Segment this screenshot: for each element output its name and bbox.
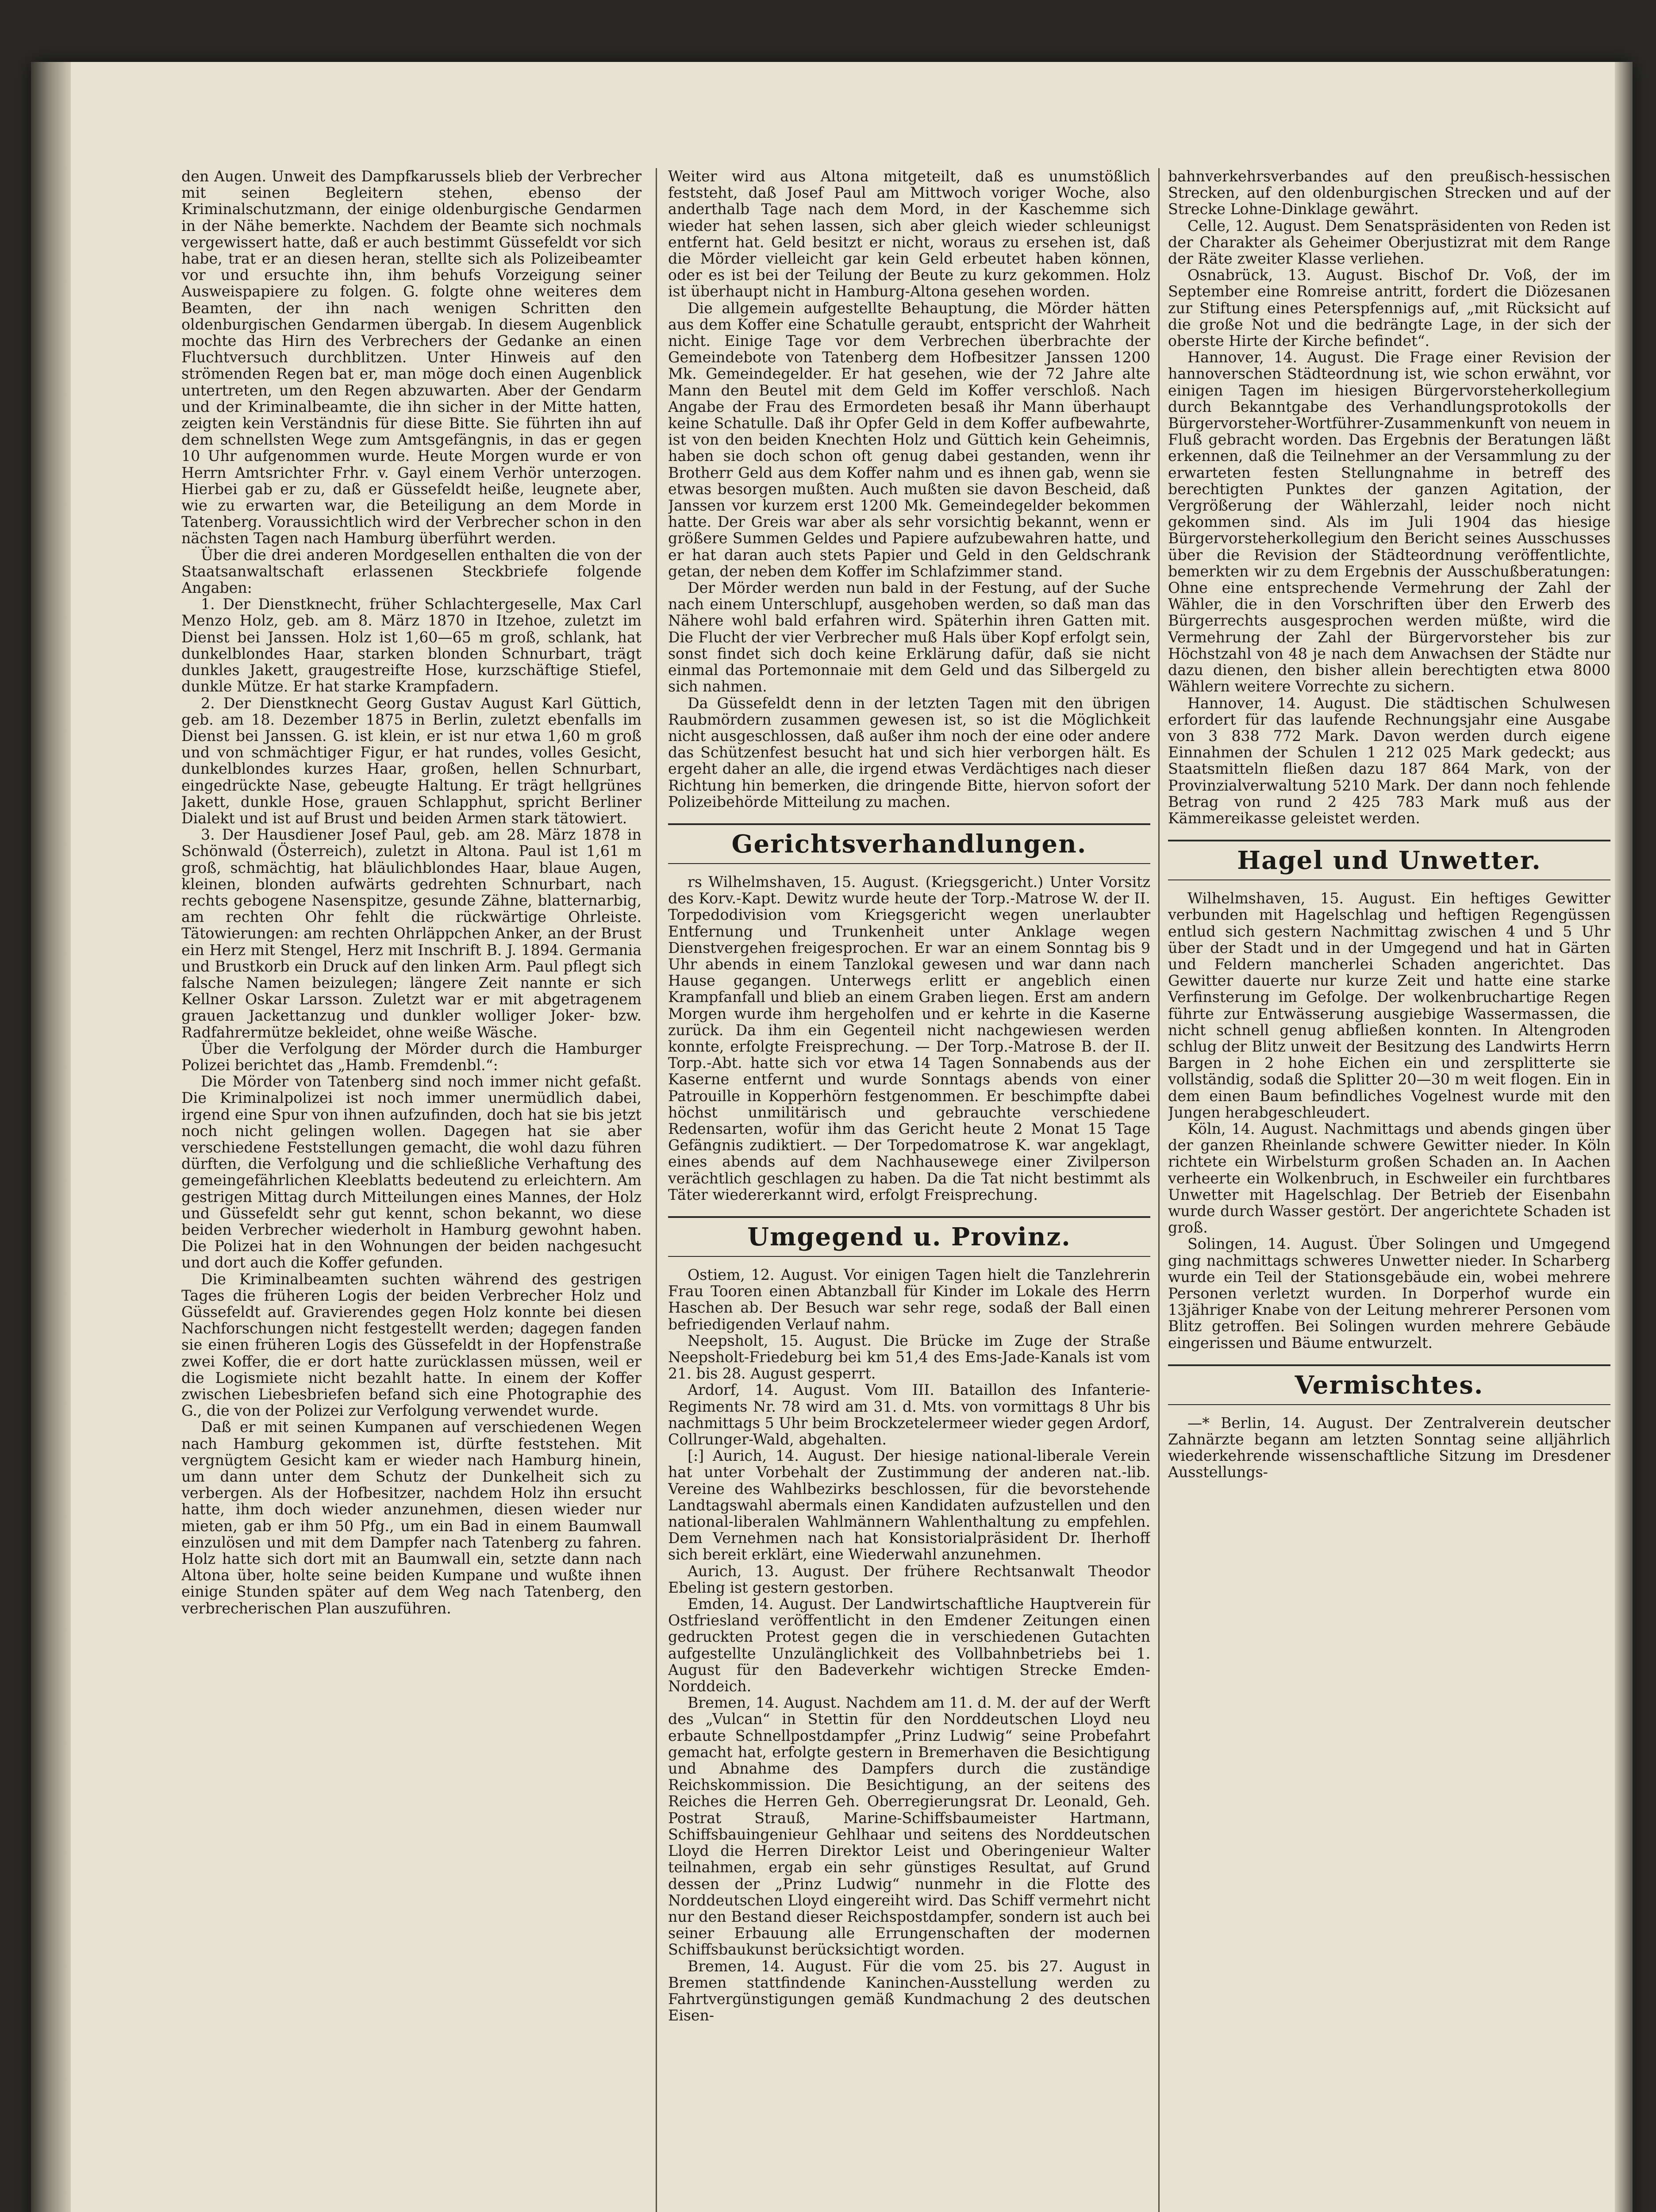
article-paragraph: Über die drei anderen Mordgesellen enthalten die von der Staatsanwaltschaft erlassenen Steckbriefe folgende Angaben:	[181, 546, 642, 597]
page-edge	[1615, 62, 1633, 2212]
article-paragraph: Hannover, 14. August. Die städtischen Schulwesen erfordert für das laufende Rechnungsjahr eine Ausgabe von 3 838 772 Mark. Davon werden durch eigene Einnahmen der Schulen 1 212 025 Mark gedeckt; aus Staatsmitteln fließen dazu 187 864 Mark, von der Provinzialverwaltung 5210 Mark. Der dann noch fehlende Betrag von rund 2 425 783 Mark muß aus der Kämmereikasse geleistet werden.	[1168, 694, 1610, 827]
article-paragraph: Aurich, 13. August. Der frühere Rechtsanwalt Theodor Ebeling ist gestern gestorben.	[668, 1562, 1150, 1596]
section-title: Gerichtsverhandlungen.	[731, 829, 1087, 859]
section-header-weather	[1168, 840, 1610, 880]
article-paragraph: —* Berlin, 14. August. Der Zentralverein deutscher Zahnärzte begann am letzten Sonntag seine alljährlich wiederkehrende wissenschaftliche Sitzung im Dresdener Ausstellungs-	[1168, 1414, 1610, 1481]
article-paragraph: den Augen. Unweit des Dampfkarussels blieb der Verbrecher mit seinen Begleitern stehen, ebenso der Kriminalschutzmann, der einige oldenburgische Gendarmen in der Nähe bemerkte. Nachdem der Beamte sich nochmals vergewissert hatte, daß er auch bestimmt Güssefeldt vor sich habe, trat er an diesen heran, stellte sich als Polizeibeamter vor und ersuchte ihn, ihm behufs Vorzeigung seiner Ausweispapiere zu folgen. G. folgte ohne weiteres dem Beamten, der ihn nach wenigen Schritten den oldenburgischen Gendarmen übergab. In diesem Augenblick mochte das Hirn des Verbrechers der Gedanke an einen Fluchtversuch durchblitzen. Unter Hinweis auf den strömenden Regen bat er, man möge doch einen Augenblick untertreten, um den Regen abzuwarten. Aber der Gendarm und der Kriminalbeamte, die ihn sicher in der Mitte hatten, zeigten kein Verständnis für diese Bitte. Sie führten ihn auf dem schnellsten Wege zum Amtsgefängnis, in das er gegen 10 Uhr aufgenommen wurde. Heute Morgen wurde er von Herrn Amtsrichter Frhr. v. Gayl einem Verhör unterzogen. Hierbei gab er zu, daß er Güssefeldt heiße, leugnete aber, wie zu erwarten war, die Beteiligung an dem Morde in Tatenberg. Voraussichtlich wird der Verbrecher schon in den nächsten Tagen nach Hamburg überführt werden.	[181, 168, 642, 547]
article-paragraph: Solingen, 14. August. Über Solingen und Umgegend ging nachmittags schweres Unwetter nieder. In Scharberg wurde ein Teil der Stationsgebäude ein, wobei mehrere Personen verletzt wurden. In Dorperhof wurde ein 13jähriger Knabe von der Leitung mehrerer Personen vom Blitz getroffen. Bei Solingen wurden mehrere Gebäude eingerissen und Bäume entwurzelt.	[1168, 1235, 1610, 1352]
article-paragraph: Emden, 14. August. Der Landwirtschaftliche Hauptverein für Ostfriesland veröffentlicht in den Emdener Zeitungen einen gedruckten Protest gegen die in verschiedenen Gutachten aufgestellte Unzulänglichkeit des Vollbahnbetriebs bei 1. August für den Badeverkehr wichtigen Strecke Emden-Norddeich.	[668, 1595, 1150, 1695]
article-paragraph: Da Güssefeldt denn in der letzten Tagen mit den übrigen Raubmördern zusammen gewesen ist, so ist die Möglichkeit nicht ausgeschlossen, daß außer ihm noch der eine oder andere das Schützenfest besucht hat und sich hier verborgen hält. Es ergeht daher an alle, die irgend etwas Verdächtiges nach dieser Richtung hin bemerken, die dringende Bitte, hiervon sofort der Polizeibehörde Mitteilung zu machen.	[668, 694, 1150, 810]
section-title: Umgegend u. Provinz.	[747, 1222, 1071, 1252]
article-paragraph: Osnabrück, 13. August. Bischof Dr. Voß, der im September eine Romreise antritt, fordert die Diözesanen zur Stiftung eines Peterspfennigs auf, „mit Rücksicht auf die große Not und die bedrängte Lage, in der sich der oberste Hirte der Kirche befindet“.	[1168, 266, 1610, 350]
article-paragraph: Hannover, 14. August. Die Frage einer Revision der hannoverschen Städteordnung ist, wie schon erwähnt, vor einigen Tagen im hiesigen Bürgervorsteherkollegium durch Bekanntgabe des Verhandlungsprotokolls der Bürgervorsteher-Wortführer-Zusammenkunft von neuem in Fluß gebracht worden. Das Ergebnis der Beratungen läßt erkennen, daß die Teilnehmer an der Versammlung zu der erwarteten festen Stellungnahme in betreff des berechtigten Punktes der ganzen Agitation, der Vergrößerung der Wählerzahl, leider noch nicht gekommen sind. Als im Juli 1904 das hiesige Bürgervorsteherkollegium den Bericht seines Ausschusses über die Revision der Städteordnung veröffentlichte, bemerkten wir zu dem Ergebnis der Ausschußberatungen: Ohne eine entsprechende Vermehrung der Zahl der Wähler, die in den Vorschriften über den Erwerb des Bürgerrechts ausgesprochen werden müßte, wird die Vermehrung der Zahl der Bürgervorsteher bis zur Höchstzahl von 48 je nach dem Anwachsen der Städte nur dazu dienen, den bisher allein berechtigten etwa 8000 Wählern weitere Vorrechte zu sichern.	[1168, 349, 1610, 695]
article-paragraph: rs Wilhelmshaven, 15. August. (Kriegsgericht.) Unter Vorsitz des Korv.-Kapt. Dewitz wurde heute der Torp.-Matrose W. der II. Torpedodivision vom Kriegsgericht wegen unerlaubter Entfernung und Trunkenheit unter Anklage wegen Dienstvergehen freigesprochen. Er war an einem Sonntag bis 9 Uhr abends in einem Tanzlokal gewesen und war dann nach Hause gegangen. Unterwegs erlitt er angeblich einen Krampfanfall und blieb an einem Graben liegen. Erst am andern Morgen wurde ihm hergeholfen und er kehrte in die Kaserne zurück. Da ihm ein Gegenteil nicht nachgewiesen werden konnte, erfolgte Freisprechung. — Der Torp.-Matrose B. der II. Torp.-Abt. hatte sich vor etwa 14 Tagen Sonnabends aus der Kaserne entfernt und wurde Sonntags abends von einer Patrouille in Kopperhörn festgenommen. Er beschimpfte dabei höchst unmilitärisch und gebrauchte verschiedene Redensarten, wofür ihm das Gericht heute 2 Monat 15 Tage Gefängnis zudiktiert. — Der Torpedomatrose K. war angeklagt, eines abends auf dem Nachhausewege einer Zivilperson verächtlich geschlagen zu haben. Da die Tat nicht bestimmt als Täter wiedererkannt wird, erfolgt Freisprechung.	[668, 873, 1150, 1203]
section-title: Hagel und Unwetter.	[1237, 846, 1541, 876]
article-paragraph: Neepsholt, 15. August. Die Brücke im Zuge der Straße Neepsholt-Friedeburg bei km 51,4 des Ems-Jade-Kanals ist vom 21. bis 28. August gesperrt.	[668, 1332, 1150, 1382]
article-paragraph: [:] Aurich, 14. August. Der hiesige national-liberale Verein hat unter Vorbehalt der Zustimmung der anderen nat.-lib. Vereine des Wahlbezirks beschlossen, für die bevorstehende Landtagswahl abermals einen Kandidaten aufzustellen und den national-liberalen Wahlmännern Wahlenthaltung zu empfehlen. Dem Vernehmen nach hat Konsistorialpräsident Dr. Iherhoff sich bereit erklärt, eine Wiederwahl anzunehmen.	[668, 1447, 1150, 1563]
article-paragraph: Die Kriminalbeamten suchten während des gestrigen Tages die früheren Logis der beiden Verbrecher Holz und Güssefeldt auf. Gravierendes gegen Holz konnte bei diesen Nachforschungen nicht festgestellt werden; dagegen fanden sie einen früheren Logis des Güssefeldt in der Hopfenstraße zwei Koffer, die er dort hatte zurücklassen müssen, weil er die Logismiete nicht bezahlt hatte. In einem der Koffer zwischen Liebesbriefen befand sich eine Photographie des G., die von der Polizei zur Verfolgung verwendet wurde.	[181, 1270, 642, 1420]
article-paragraph: Die allgemein aufgestellte Behauptung, die Mörder hätten aus dem Koffer eine Schatulle geraubt, entspricht der Wahrheit nicht. Einige Tage vor dem Verbrechen überbrachte der Gemeindebote von Tatenberg dem Hofbesitzer Janssen 1200 Mk. Gemeindegelder. Er hat gesehen, wie der 72 Jahre alte Mann den Beutel mit dem Geld im Koffer verschloß. Nach Angabe der Frau des Ermordeten besaß ihr Mann überhaupt keine Schatulle. Daß ihr Opfer Geld in dem Koffer aufbewahrte, ist von den beiden Knechten Holz und Güttich kein Geheimnis, haben sie doch schon oft genug dabei gestanden, wenn ihr Brotherr Geld aus dem Koffer nahm und es ihnen gab, wenn sie etwas besorgen mußten. Auch mußten sie davon Bescheid, daß Janssen vor kurzem erst 1200 Mk. Gemeindegelder bekommen hatte. Der Greis war aber als sehr vorsichtig bekannt, wenn er größere Summen Geldes und Papiere aufzubewahren hatte, und er hat daran auch stets Papier und Geld in den Geldschrank getan, der neben dem Koffer im Schlafzimmer stand.	[668, 299, 1150, 580]
section-title: Vermischtes.	[1295, 1370, 1484, 1400]
article-paragraph: Celle, 12. August. Dem Senatspräsidenten von Reden ist der Charakter als Geheimer Oberjustizrat mit dem Range der Räte zweiter Klasse verliehen.	[1168, 217, 1610, 268]
article-paragraph: Ardorf, 14. August. Vom III. Bataillon des Infanterie-Regiments Nr. 78 wird am 31. d. Mts. von vormittags 8 Uhr bis nachmittags 5 Uhr beim Brockzetelermeer wieder gegen Ardorf, Collrunger-Wald, abgehalten.	[668, 1381, 1150, 1448]
column-middle	[668, 168, 1150, 2212]
newspaper-page	[31, 62, 1633, 2212]
column-divider	[656, 168, 657, 2212]
article-paragraph: 3. Der Hausdiener Josef Paul, geb. am 28. März 1878 in Schönwald (Österreich), zuletzt in Altona. Paul ist 1,61 m groß, schmächtig, hat bläulichblondes Haar, blaue Augen, kleinen, blonden aufwärts gedrehten Schnurbart, nach rechts gebogene Nasenspitze, gesunde Zähne, blatternarbig, am rechten Ohr fehlt die rückwärtige Ohrleiste. Tätowierungen: am rechten Ohrläppchen Anker, an der Brust ein Herz mit Stengel, Herz mit Inschrift B. J. 1894. Germania und Brustkorb ein Druck auf den linken Arm. Paul pflegt sich falsche Namen beizulegen; längere Zeit nannte er sich Kellner Oskar Larsson. Zuletzt war er mit abgetragenem grauen Jackettanzug und dunkler wolliger Joker- bzw. Radfahrermütze bekleidet, ohne weiße Wäsche.	[181, 826, 642, 1041]
article-paragraph: bahnverkehrsverbandes auf den preußisch-hessischen Strecken, auf den oldenburgischen Strecken und auf der Strecke Lohne-Dinklage gewährt.	[1168, 168, 1610, 218]
article-paragraph: Wilhelmshaven, 15. August. Ein heftiges Gewitter verbunden mit Hagelschlag und heftigen Regengüssen entlud sich gestern Nachmittag zwischen 4 und 5 Uhr über der Stadt und in der Umgegend und hat in Gärten und Feldern mancherlei Schaden angerichtet. Das Gewitter dauerte nur kurze Zeit und hatte eine starke Verfinsterung im Gefolge. Der wolkenbruchartige Regen führte zur Entwässerung ausgiebige Wassermassen, die nicht schnell genug abfließen konnten. In Altengroden schlug der Blitz unweit der Besitzung des Landwirts Herrn Bargen in 2 hohe Eichen ein und zersplitterte sie vollständig, sodaß die Splitter 20—30 m weit flogen. Ein in dem einen Baum befindliches Vogelnest wurde mit den Jungen herabgeschleudert.	[1168, 890, 1610, 1121]
section-header-region	[668, 1216, 1150, 1257]
article-paragraph: Die Mörder von Tatenberg sind noch immer nicht gefaßt. Die Kriminalpolizei ist noch immer unermüdlich dabei, irgend eine Spur von ihnen aufzufinden, doch hat sie bis jetzt noch nicht gelingen wollen. Dagegen hat sie aber verschiedene Feststellungen gemacht, die wohl dazu führen dürften, die Verfolgung und die schließliche Verhaftung des gemeingefährlichen Kleeblatts bedeutend zu erleichtern. Am gestrigen Mittag durch Mitteilungen eines Mannes, der Holz und Güssefeldt sehr gut kennt, schon bekannt, wo diese beiden Verbrecher wiederholt in Hamburg gewohnt haben. Die Polizei hat in den Wohnungen der beiden nachgesucht und dort auch die Koffer gefunden.	[181, 1073, 642, 1271]
section-header-court	[668, 823, 1150, 864]
article-paragraph: Ostiem, 12. August. Vor einigen Tagen hielt die Tanzlehrerin Frau Tooren einen Abtanzball für Kinder im Lokale des Herrn Haschen ab. Der Besuch war sehr rege, sodaß der Ball einen befriedigenden Verlauf nahm.	[668, 1266, 1150, 1333]
page-binding	[31, 62, 71, 2212]
section-header-misc	[1168, 1364, 1610, 1405]
article-paragraph: Köln, 14. August. Nachmittags und abends gingen über der ganzen Rheinlande schwere Gewitter nieder. In Köln richtete ein Wirbelsturm großen Schaden an. In Aachen verheerte ein Wolkenbruch, in Eschweiler ein furchtbares Unwetter mit Hagelschlag. Der Betrieb der Eisenbahn wurde durch Wasser gestört. Der angerichtete Schaden ist groß.	[1168, 1120, 1610, 1237]
article-paragraph: 2. Der Dienstknecht Georg Gustav August Karl Güttich, geb. am 18. Dezember 1875 in Berlin, zuletzt ebenfalls im Dienst bei Janssen. G. ist klein, er ist nur etwa 1,60 m groß und von schmächtiger Figur, er hat rundes, volles Gesicht, dunkelblondes kurzes Haar, großen, hellen Schnurbart, eingedrückte Nase, gebeugte Haltung. Er trägt hellgrünes Jakett, dunkle Hose, grauen Schlapphut, spricht Berliner Dialekt und ist auf Brust und beiden Armen stark tätowiert.	[181, 694, 642, 827]
article-paragraph: Über die Verfolgung der Mörder durch die Hamburger Polizei berichtet das „Hamb. Fremdenbl.“:	[181, 1040, 642, 1074]
article-paragraph: 1. Der Dienstknecht, früher Schlachtergeselle, Max Carl Menzo Holz, geb. am 8. März 1870 in Itzehoe, zuletzt im Dienst bei Janssen. Holz ist 1,60—65 m groß, schlank, hat dunkelblondes Haar, starken blonden Schnurbart, trägt dunkles Jakett, graugestreifte Hose, kurzschäftige Stiefel, dunkle Mütze. Er hat starke Krampfadern.	[181, 595, 642, 695]
article-paragraph: Bremen, 14. August. Nachdem am 11. d. M. der auf der Werft des „Vulcan“ in Stettin für den Norddeutschen Lloyd neu erbaute Schnellpostdampfer „Prinz Ludwig“ seine Probefahrt gemacht hat, erfolgte gestern in Bremerhaven die Besichtigung und Abnahme des Dampfers durch die zuständige Reichskommission. Die Besichtigung, an der seitens des Reiches die Herren Geh. Oberregierungsrat Dr. Leonald, Geh. Postrat Strauß, Marine-Schiffsbaumeister Hartmann, Schiffsbauingenieur Gehlhaar und seitens des Norddeutschen Lloyd die Herren Direktor Leist und Oberingenieur Walter teilnahmen, ergab ein sehr günstiges Resultat, auf Grund dessen der „Prinz Ludwig“ nunmehr in die Flotte des Norddeutschen Lloyd eingereiht wird. Das Schiff vermehrt nicht nur den Bestand dieser Reichspostdampfer, sondern ist auch bei seiner Erbauung alle Errungenschaften der modernen Schiffsbaukunst berücksichtigt worden.	[668, 1694, 1150, 1959]
article-paragraph: Weiter wird aus Altona mitgeteilt, daß es unumstößlich feststeht, daß Josef Paul am Mittwoch voriger Woche, also anderthalb Tage nach dem Mord, in der Kaschemme sich wieder hat sehen lassen, sich aber gleich wieder schleunigst entfernt hat. Geld besitzt er nicht, woraus zu ersehen ist, daß die Mörder vielleicht gar kein Geld erbeutet haben können, oder es ist bei der Teilung der Beute zu kurz gekommen. Holz ist überhaupt nicht in Hamburg-Altona gesehen worden.	[668, 168, 1150, 300]
article-paragraph: Bremen, 14. August. Für die vom 25. bis 27. August in Bremen stattfindende Kaninchen-Ausstellung werden zu Fahrtvergünstigungen gemäß Kundmachung 2 des deutschen Eisen-	[668, 1957, 1150, 2024]
article-paragraph: Der Mörder werden nun bald in der Festung, auf der Suche nach einem Unterschlupf, ausgehoben werden, so daß man das Nähere wohl bald erfahren wird. Späterhin ihren Gatten mit. Die Flucht der vier Verbrecher muß Hals über Kopf erfolgt sein, sonst findet sich doch keine Erklärung dafür, daß sie nicht einmal das Portemonnaie mit dem Geld und das Silbergeld zu sich nahmen.	[668, 579, 1150, 695]
column-divider	[1158, 168, 1160, 2212]
column-left	[181, 168, 642, 2212]
article-paragraph: Daß er mit seinen Kumpanen auf verschiedenen Wegen nach Hamburg gekommen ist, dürfte feststehen. Mit vergnügtem Gesicht kam er wieder nach Hamburg hinein, um dann unter dem Schutz der Dunkelheit sich zu verbergen. Als der Hofbesitzer, nachdem Holz ihn ersucht hatte, ihm doch wieder anzunehmen, diesen wieder nur mieten, gab er ihm 50 Pfg., um ein Bad in einem Baumwall einzulösen und mit dem Dampfer nach Tatenberg zu fahren. Holz hatte sich dort mit an Baumwall ein, setzte dann nach Altona über, holte seine beiden Kumpane und wußte ihnen einige Stunden später auf dem Weg nach Tatenberg, den verbrecherischen Plan auszuführen.	[181, 1418, 642, 1617]
column-right	[1168, 168, 1610, 2212]
